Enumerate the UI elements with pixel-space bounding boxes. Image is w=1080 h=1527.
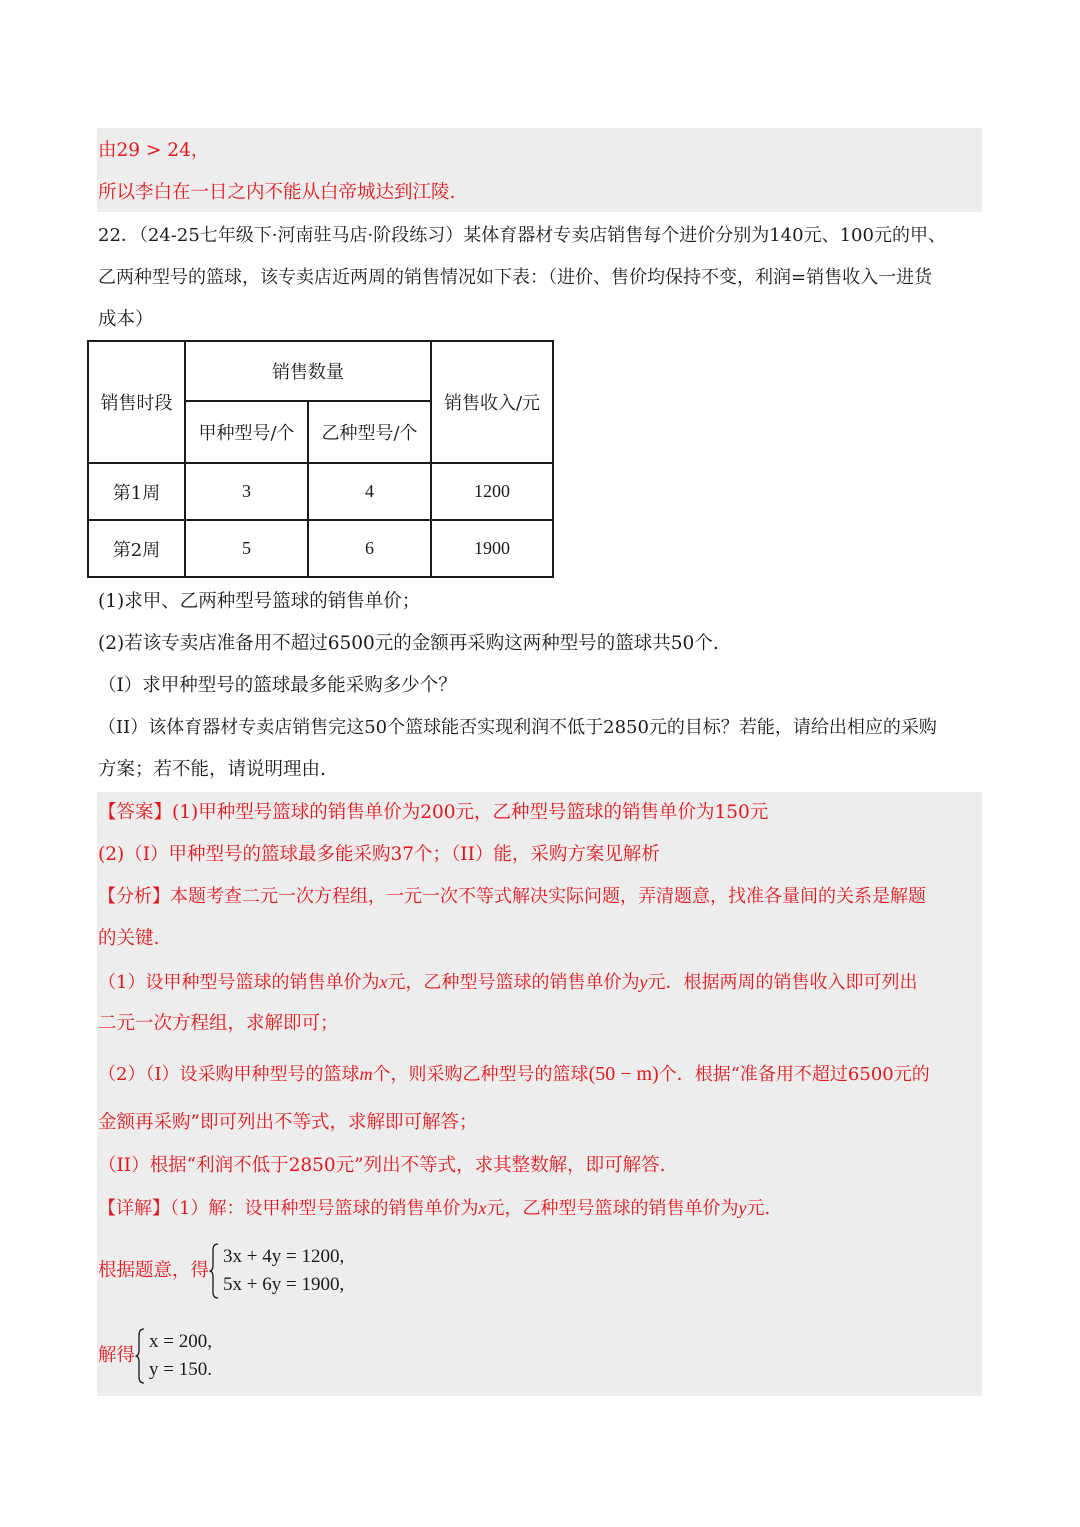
- header-quantity: 销售数量: [185, 341, 431, 401]
- solve-label: 解得: [98, 1345, 136, 1366]
- sub-question-2-2-line-2: 方案；若不能，请说明理由.: [98, 759, 326, 780]
- equation-system-line: [98, 1243, 344, 1299]
- text-segment: 元.: [746, 1198, 771, 1219]
- header-period: 销售时段: [88, 341, 185, 463]
- text-segment: 【详解】（1）解：设甲种型号篮球的销售单价为: [98, 1198, 479, 1219]
- text-segment: 个．根据“准备用不超过6500元的: [658, 1064, 930, 1085]
- detail-line: [98, 1195, 770, 1222]
- analysis-part-1-line-2: 二元一次方程组，求解即可；: [98, 1013, 339, 1034]
- cell-revenue: 1200: [431, 463, 553, 520]
- table-row: [88, 463, 553, 520]
- expression-50-minus-m: (50 − m): [588, 1063, 659, 1085]
- text-segment: 元，乙种型号篮球的销售单价为: [486, 1198, 739, 1219]
- answer-block: [97, 792, 982, 1396]
- variable-y: y: [738, 1198, 747, 1218]
- table-row: [88, 520, 553, 577]
- solution-1: x = 200,: [149, 1331, 212, 1352]
- question-line-1: 22．（24-25七年级下·河南驻马店·阶段练习）某体育器材专卖店销售每个进价分别为140元、100元的甲、: [98, 225, 946, 246]
- equation-system: [209, 1243, 344, 1299]
- solution-system: [135, 1328, 212, 1384]
- sub-question-1: (1)求甲、乙两种型号篮球的销售单价；: [98, 591, 421, 612]
- analysis-part-2-2: （II）根据“利润不低于2850元”列出不等式，求其整数解，即可解答.: [98, 1155, 666, 1176]
- cell-type-a: 3: [185, 463, 308, 520]
- cell-period: 第1周: [88, 463, 185, 520]
- analysis-part-2-line-1: [98, 1061, 930, 1088]
- equation-2: 5x + 6y = 1900,: [223, 1274, 345, 1295]
- header-type-a: 甲种型号/个: [185, 401, 308, 463]
- text-segment: 元．根据两周的销售收入即可列出: [647, 972, 918, 993]
- solution-system-line: [98, 1328, 212, 1384]
- variable-x: x: [379, 972, 388, 992]
- header-revenue: 销售收入/元: [431, 341, 553, 463]
- sub-question-2-1: （I）求甲种型号的篮球最多能采购多少个？: [98, 675, 457, 696]
- question-line-3: 成本）: [98, 309, 154, 330]
- analysis-part-2-line-2: 金额再采购”即可列出不等式，求解即可解答；: [98, 1112, 478, 1133]
- text-segment: （1）设甲种型号篮球的销售单价为: [98, 972, 380, 993]
- sub-question-2-2-line-1: （II）该体育器材专卖店销售完这50个篮球能否实现利润不低于2850元的目标？若能，请给出相应的采购: [98, 717, 937, 738]
- by-title: 根据题意，得: [98, 1260, 210, 1281]
- text-segment: （2）（I）设采购甲种型号的篮球: [98, 1064, 360, 1085]
- analysis-part-1-line-1: [98, 969, 917, 996]
- brace-icon: [209, 1243, 219, 1299]
- variable-y: y: [639, 972, 648, 992]
- solution-2: y = 150.: [149, 1359, 212, 1380]
- variable-m: m: [359, 1064, 373, 1084]
- solution-line-1: 由29 > 24，: [98, 140, 210, 161]
- analysis-line-2: 的关键.: [98, 928, 160, 949]
- equation-1: 3x + 4y = 1200,: [223, 1246, 345, 1267]
- cell-type-b: 6: [308, 520, 431, 577]
- cell-type-b: 4: [308, 463, 431, 520]
- answer-line-2: (2)（I）甲种型号的篮球最多能采购37个；（II）能，采购方案见解析: [98, 844, 660, 865]
- cell-type-a: 5: [185, 520, 308, 577]
- header-type-b: 乙种型号/个: [308, 401, 431, 463]
- variable-x: x: [478, 1198, 487, 1218]
- text-segment: 个，则采购乙种型号的篮球: [372, 1064, 589, 1085]
- analysis-line-1: 【分析】本题考查二元一次方程组，一元一次不等式解决实际问题，弄清题意，找准各量间的关系是解题: [98, 886, 926, 907]
- answer-line-1: 【答案】(1)甲种型号篮球的销售单价为200元，乙种型号篮球的销售单价为150元: [98, 802, 769, 823]
- question-line-2: 乙两种型号的篮球，该专卖店近两周的销售情况如下表：（进价、售价均保持不变，利润=销售收入一进货: [98, 267, 933, 288]
- sales-table: [87, 340, 554, 578]
- cell-period: 第2周: [88, 520, 185, 577]
- cell-revenue: 1900: [431, 520, 553, 577]
- text-segment: 元，乙种型号篮球的销售单价为: [387, 972, 640, 993]
- sub-question-2: (2)若该专卖店准备用不超过6500元的金额再采购这两种型号的篮球共50个.: [98, 633, 719, 654]
- brace-icon: [135, 1328, 145, 1384]
- solution-line-2: 所以李白在一日之内不能从白帝城达到江陵.: [98, 182, 456, 203]
